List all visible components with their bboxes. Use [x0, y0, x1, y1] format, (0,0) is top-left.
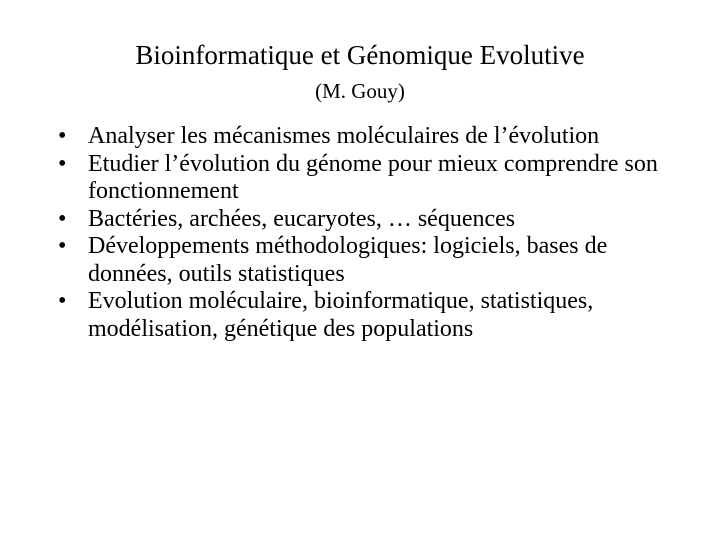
bullet-item — [58, 123, 678, 151]
bullet-item — [58, 151, 678, 206]
bullet-text: Evolution moléculaire, bioinformatique, statistiques, modélisation, génétique des populations — [88, 288, 594, 342]
bullet-text: Etudier l’évolution du génome pour mieux comprendre son fonctionnement — [88, 150, 658, 204]
bullet-icon: • — [58, 233, 67, 259]
bullet-list — [58, 123, 678, 343]
bullet-text: Développements méthodologiques: logiciels, bases de données, outils statistiques — [88, 233, 608, 287]
bullet-icon: • — [58, 150, 67, 177]
bullet-item — [58, 288, 678, 343]
bullet-text: Analyser les mécanismes moléculaires de l’évolution — [88, 123, 600, 149]
slide-subtitle: (M. Gouy) — [315, 79, 405, 103]
bullet-icon: • — [58, 123, 67, 149]
bullet-icon: • — [58, 288, 67, 314]
bullet-icon: • — [58, 205, 67, 232]
bullet-item — [58, 206, 678, 234]
slide-title: Bioinformatique et Génomique Evolutive — [135, 40, 585, 70]
bullet-text: Bactéries, archées, eucaryotes, … séquences — [88, 205, 516, 232]
bullet-item — [58, 233, 678, 288]
